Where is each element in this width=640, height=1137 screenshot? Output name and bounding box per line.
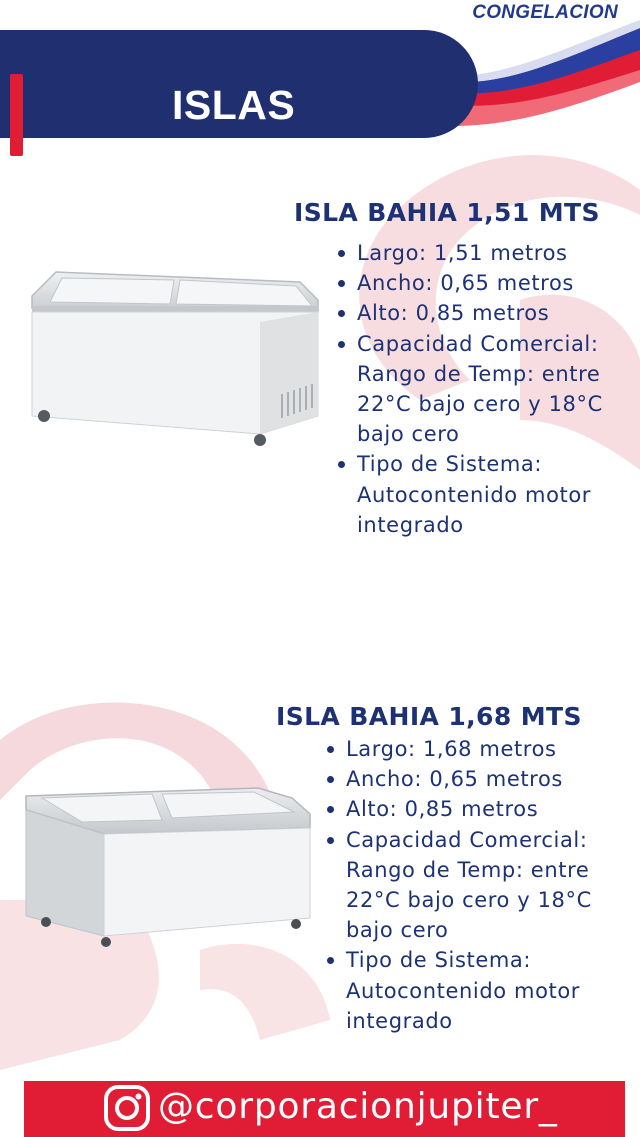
bullet-icon bbox=[338, 310, 345, 317]
freezer-image-isla-151 bbox=[24, 266, 324, 450]
bullet-icon bbox=[327, 806, 334, 813]
spec-item: Ancho: 0,65 metros bbox=[336, 268, 626, 298]
spec-item: Ancho: 0,65 metros bbox=[325, 764, 630, 794]
header-accent-bar bbox=[10, 74, 23, 156]
bullet-icon bbox=[338, 341, 345, 348]
bullet-icon bbox=[338, 280, 345, 287]
bullet-icon bbox=[327, 746, 334, 753]
product-title: ISLA BAHIA 1,68 MTS bbox=[276, 702, 582, 731]
instagram-icon[interactable] bbox=[102, 1083, 152, 1133]
spec-item: Tipo de Sistema: Autocontenido motor integrado bbox=[336, 449, 626, 540]
spec-list bbox=[336, 238, 626, 540]
social-handle-link[interactable]: @corporacionjupiter_ bbox=[158, 1086, 558, 1127]
category-label: CONGELACION bbox=[472, 2, 618, 23]
bullet-icon bbox=[327, 957, 334, 964]
spec-item: Largo: 1,51 metros bbox=[336, 238, 626, 268]
bullet-icon bbox=[338, 250, 345, 257]
page-title: ISLAS bbox=[172, 82, 296, 128]
spec-list bbox=[325, 734, 630, 1036]
spec-item: Largo: 1,68 metros bbox=[325, 734, 630, 764]
spec-item: Alto: 0,85 metros bbox=[336, 298, 626, 328]
header-banner bbox=[0, 30, 478, 138]
bullet-icon bbox=[338, 461, 345, 468]
freezer-image-isla-168 bbox=[22, 784, 314, 952]
spec-item: Capacidad Comercial: Rango de Temp: entre 22°C bajo cero y 18°C bajo cero bbox=[336, 329, 626, 450]
spec-item: Tipo de Sistema: Autocontenido motor integrado bbox=[325, 945, 630, 1036]
spec-item: Alto: 0,85 metros bbox=[325, 794, 630, 824]
spec-item: Capacidad Comercial: Rango de Temp: entre 22°C bajo cero y 18°C bajo cero bbox=[325, 825, 630, 946]
product-title: ISLA BAHIA 1,51 MTS bbox=[294, 198, 600, 227]
bullet-icon bbox=[327, 776, 334, 783]
bullet-icon bbox=[327, 837, 334, 844]
